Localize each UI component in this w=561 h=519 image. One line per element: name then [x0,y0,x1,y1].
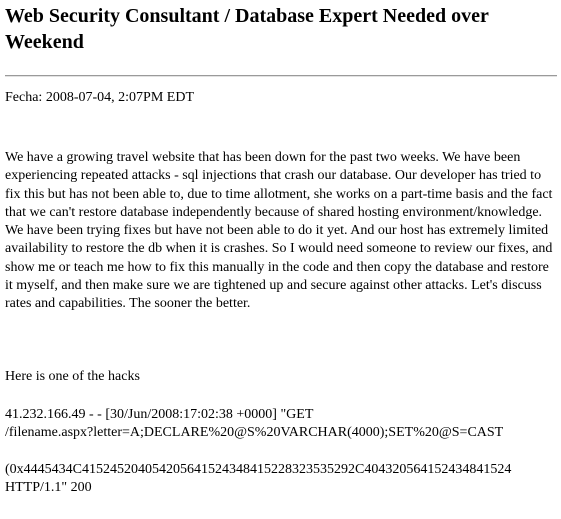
posting-title: Web Security Consultant / Database Expert Needed over Weekend [5,5,489,53]
title-divider [5,75,557,77]
log-line-4: HTTP/1.1" 200 [5,479,92,495]
log-line-1: 41.232.166.49 - - [30/Jun/2008:17:02:38 +0000] "GET [5,407,314,422]
posting-body: We have a growing travel website that has been down for the past two weeks. We have been experiencing repeated attacks - sql injections that crash our database. Our developer has tried to fix this but has not been able to, due to time allotment, she works on a part-time basis and the fact that we can't restore database independently because of shared hosting environment/knowledge. We have been trying fixes but have not been able to do it yet. And our host has extremely limited availability to restore the db when it is crashes. So I would need someone to review our fixes, and show me or teach me how to fix this manually in the code and then copy the database and restore it myself, and then make sure we are tightened up and secure against other attacks. Let's discuss rates and capabilities. The sooner the better. [5,150,553,312]
log-spacer [5,443,511,461]
date-label: Fecha: [5,90,43,105]
log-line-3: (0x4445434C415245204054205641524348415228323535292C404320564152434841524 [5,461,512,477]
hacks-intro: Here is one of the hacks [5,369,140,384]
attack-log [5,406,511,497]
posting-date [5,89,194,106]
log-line-2: /filename.aspx?letter=A;DECLARE%20@S%20VARCHAR(4000);SET%20@S=CAST [5,425,504,441]
date-value: 2008-07-04, 2:07PM EDT [45,90,194,105]
